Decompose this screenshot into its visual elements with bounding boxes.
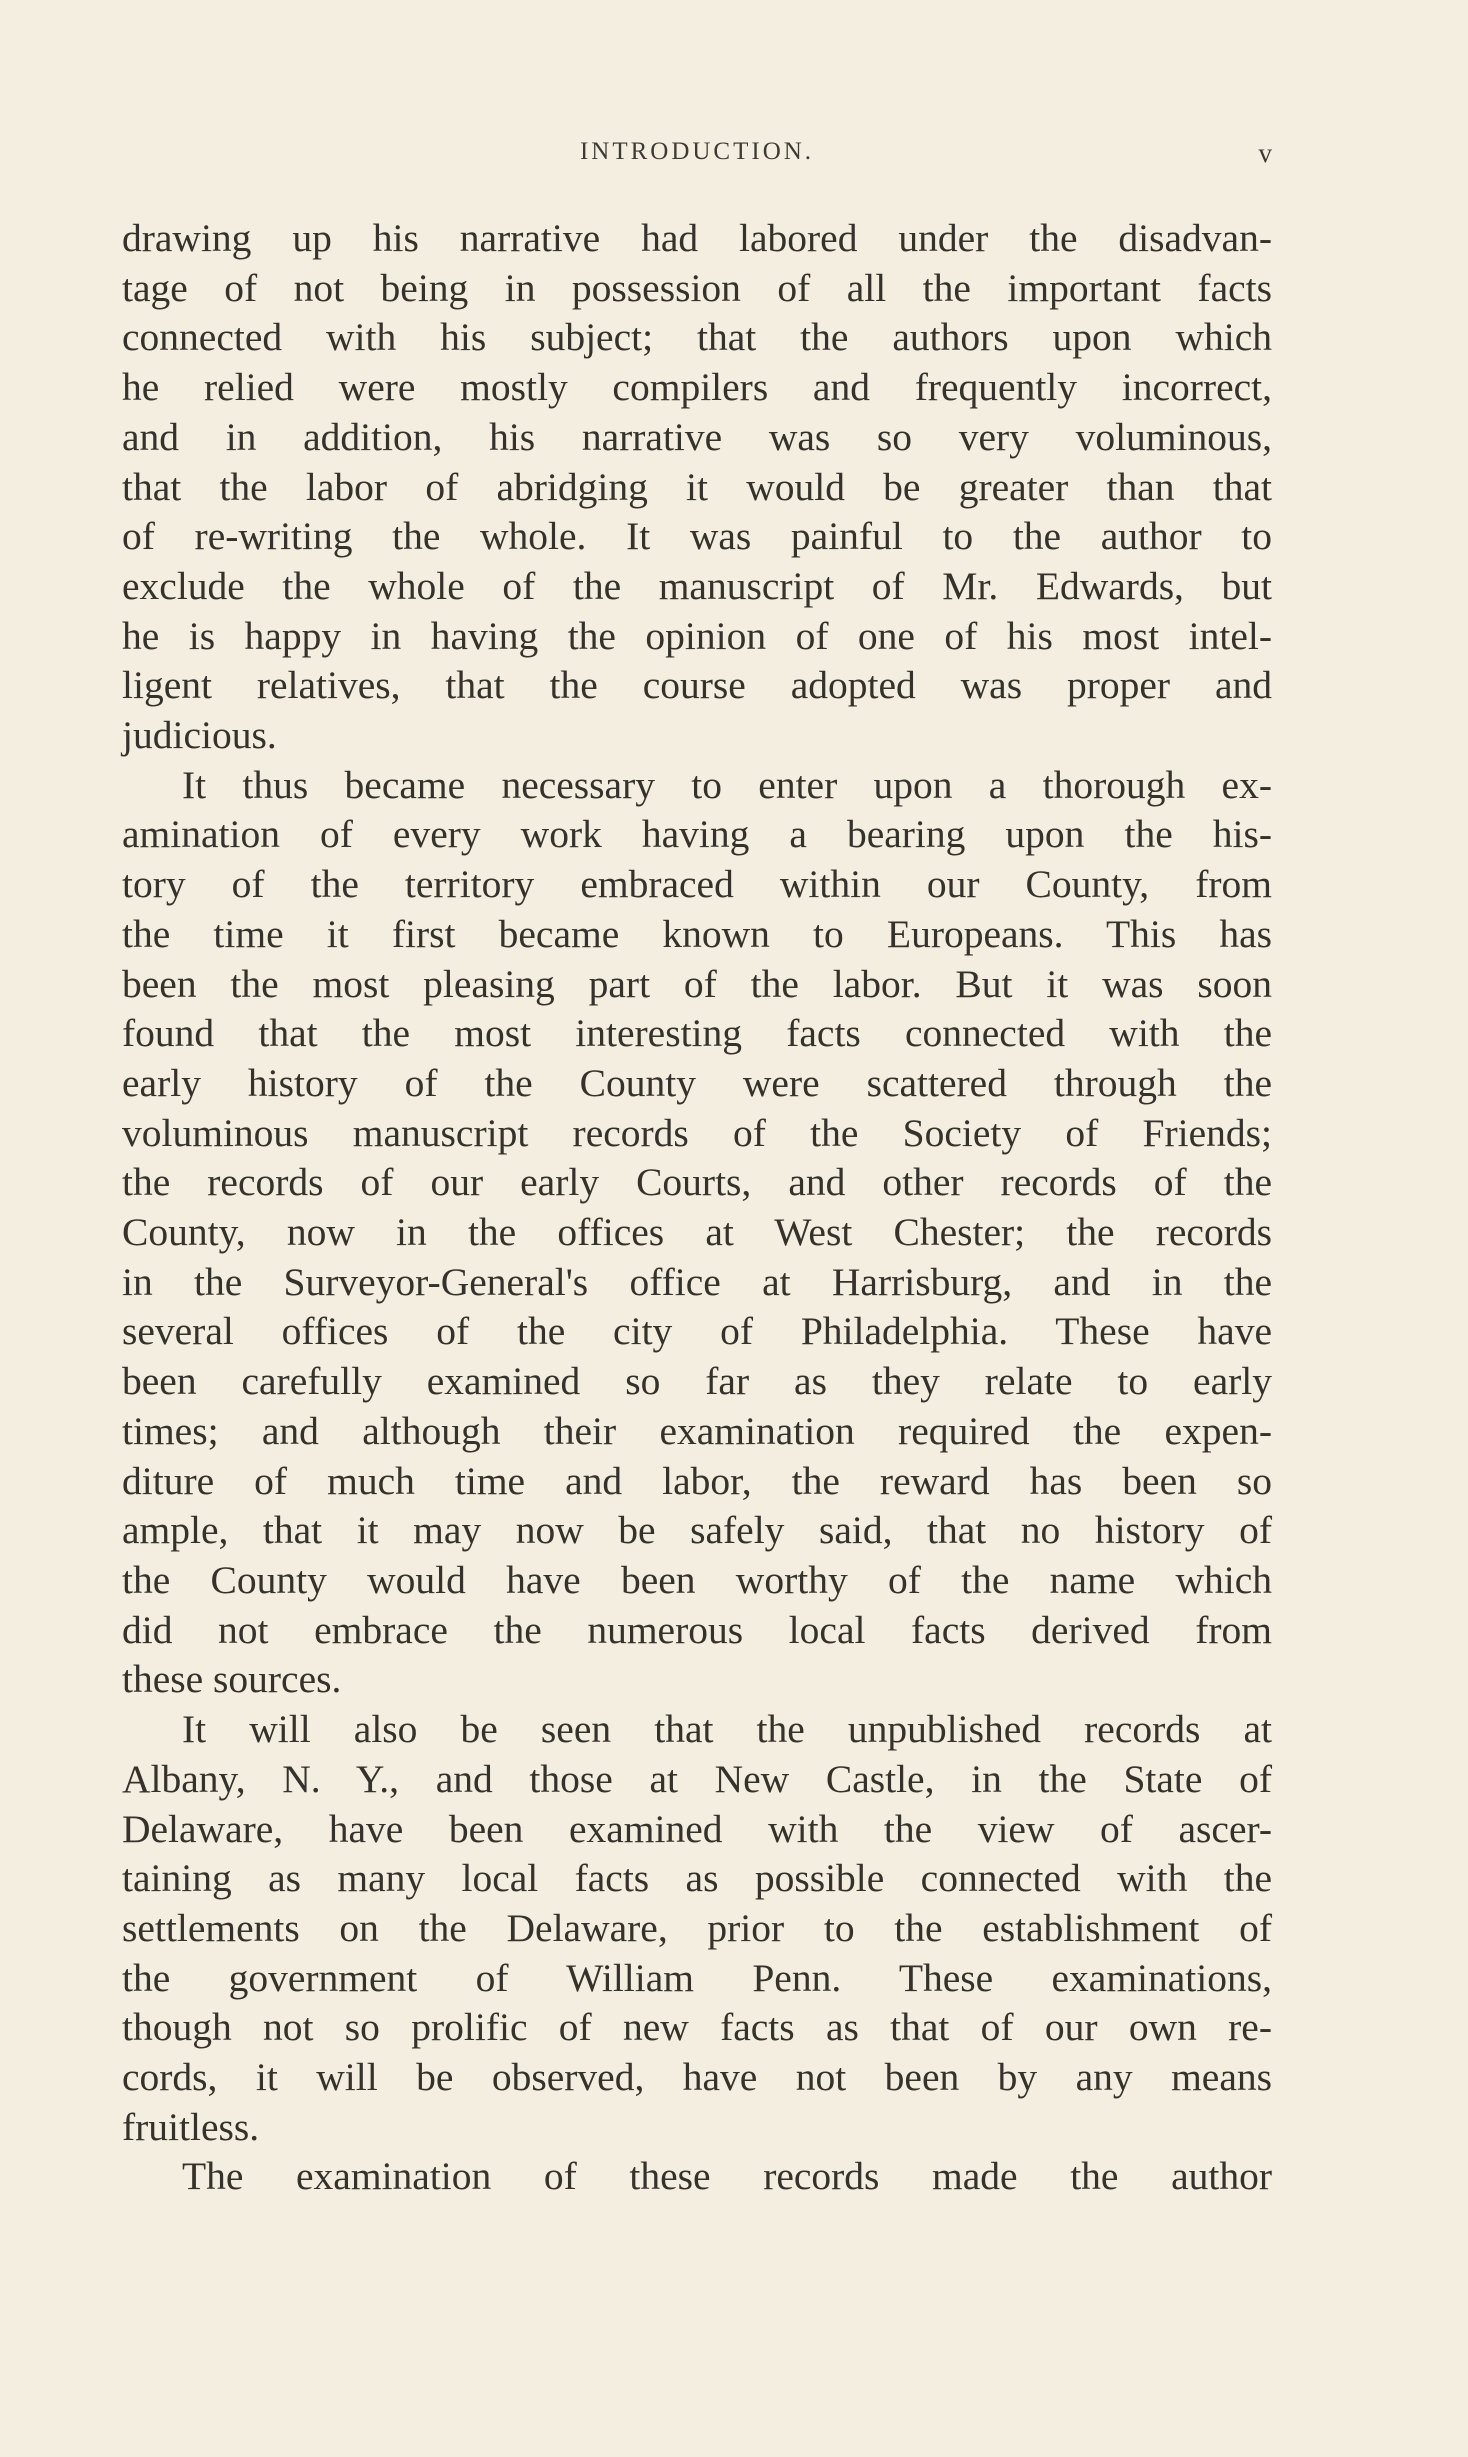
text-line: exclude the whole of the manuscript of Mr. Edwards, but [122, 563, 1272, 608]
page-number: v [1258, 138, 1272, 168]
text-line: the government of William Penn. These examinations, [122, 1955, 1272, 2000]
text-line: he relied were mostly compilers and frequently incorrect, [122, 365, 1272, 410]
text-line: in the Surveyor-General's office at Harrisburg, and in the [122, 1259, 1272, 1304]
text-line: It will also be seen that the unpublished records at [182, 1707, 1272, 1752]
text-line: been the most pleasing part of the labor. But it was soon [122, 961, 1272, 1006]
text-line: fruitless. [122, 2104, 260, 2149]
text-line: tory of the territory embraced within our County, from [122, 862, 1272, 907]
text-line: County, now in the offices at West Chester; the records [122, 1210, 1272, 1255]
paragraph [122, 1705, 1272, 2152]
paragraph [122, 761, 1272, 1705]
page-header [122, 138, 1272, 178]
text-line: the records of our early Courts, and other records of the [122, 1160, 1272, 1205]
text-line: and in addition, his narrative was so very voluminous, [122, 414, 1272, 459]
text-line: connected with his subject; that the authors upon which [122, 315, 1272, 360]
body-text [122, 214, 1272, 2202]
paragraph [122, 2152, 1272, 2202]
text-line: diture of much time and labor, the reward has been so [122, 1458, 1272, 1503]
text-line: been carefully examined so far as they relate to early [122, 1359, 1272, 1404]
text-line: amination of every work having a bearing upon the his- [122, 812, 1272, 857]
text-line: The examination of these records made the author [182, 2154, 1272, 2199]
text-line: Albany, N. Y., and those at New Castle, in the State of [122, 1756, 1272, 1801]
text-line: he is happy in having the opinion of one of his most intel- [122, 613, 1272, 658]
text-line: these sources. [122, 1657, 342, 1702]
text-line: the time it first became known to Europeans. This has [122, 911, 1272, 956]
text-line: that the labor of abridging it would be greater than that [122, 464, 1272, 509]
text-line: voluminous manuscript records of the Society of Friends; [122, 1110, 1272, 1155]
running-head: INTRODUCTION. [579, 138, 815, 165]
text-line: did not embrace the numerous local facts derived from [122, 1607, 1272, 1652]
text-line: found that the most interesting facts connected with the [122, 1011, 1272, 1056]
text-line: judicious. [122, 713, 277, 758]
paragraph [122, 214, 1272, 761]
text-line: settlements on the Delaware, prior to the establishment of [122, 1905, 1272, 1950]
text-line: ligent relatives, that the course adopted was proper and [122, 663, 1272, 708]
text-line: several offices of the city of Philadelphia. These have [122, 1309, 1272, 1354]
text-line: of re-writing the whole. It was painful to the author to [122, 514, 1272, 559]
text-line: the County would have been worthy of the name which [122, 1557, 1272, 1602]
text-line: tage of not being in possession of all the important facts [122, 265, 1272, 310]
text-line: taining as many local facts as possible connected with the [122, 1856, 1272, 1901]
text-line: drawing up his narrative had labored under the disadvan- [122, 216, 1272, 260]
text-line: It thus became necessary to enter upon a thorough ex- [182, 762, 1272, 807]
text-line: times; and although their examination required the expen- [122, 1408, 1272, 1453]
text-line: early history of the County were scattered through the [122, 1060, 1272, 1105]
text-line: ample, that it may now be safely said, that no history of [122, 1508, 1272, 1553]
text-line: Delaware, have been examined with the view of ascer- [122, 1806, 1272, 1851]
text-line: though not so prolific of new facts as that of our own re- [122, 2005, 1272, 2050]
text-line: cords, it will be observed, have not been by any means [122, 2055, 1272, 2100]
